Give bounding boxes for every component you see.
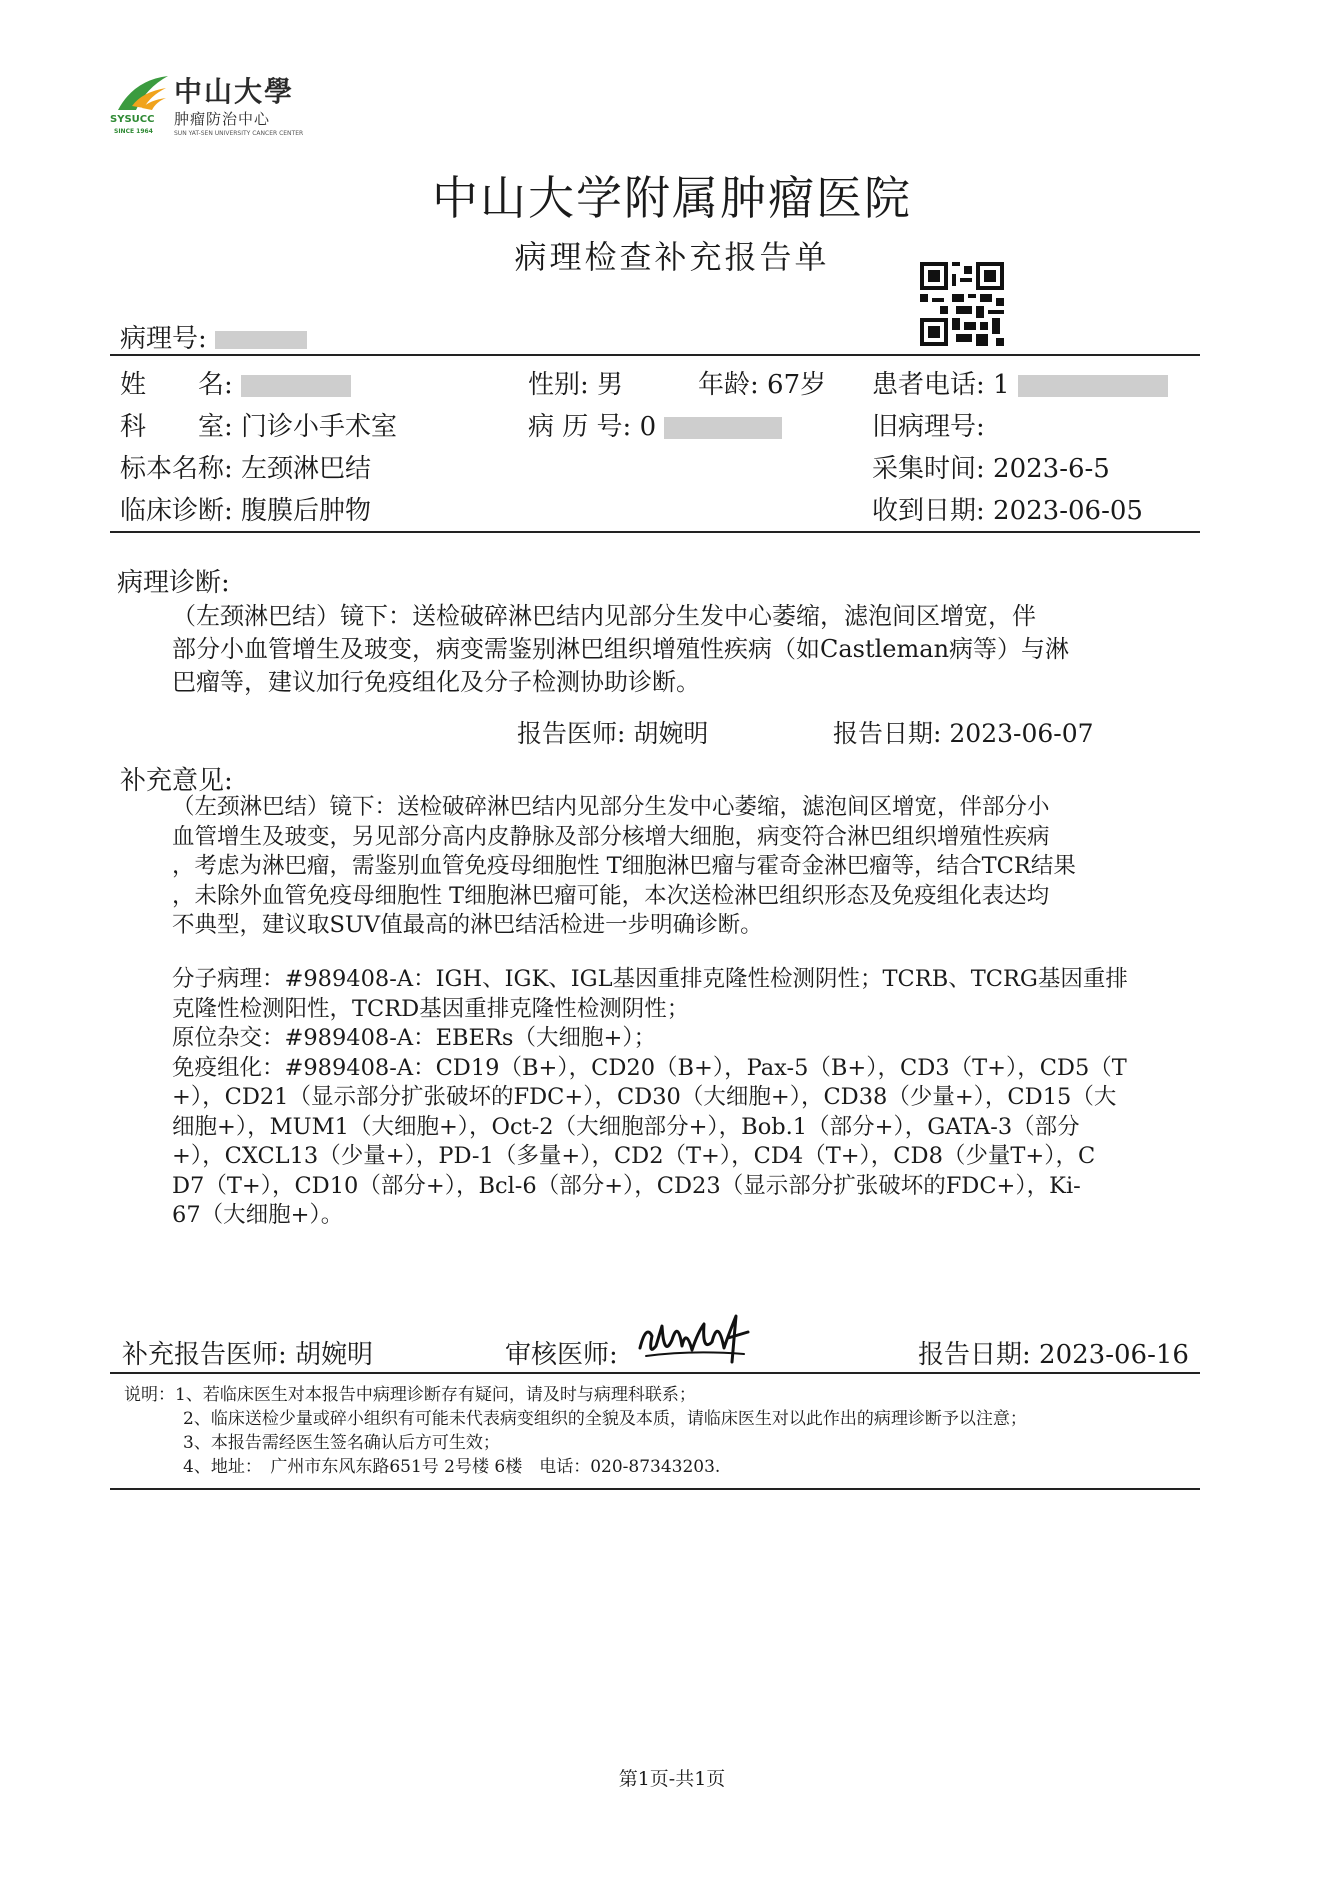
note-line: 4、地址： 广州市东风东路651号 2号楼 6楼 电话：020-87343203. xyxy=(183,1457,721,1477)
patient-phone xyxy=(872,364,1168,401)
detail-line: 克隆性检测阳性，TCRD基因重排克隆性检测阴性； xyxy=(172,995,690,1022)
dept-value: 门诊小手术室 xyxy=(241,412,398,442)
final-date-value: 2023-06-16 xyxy=(1039,1340,1189,1370)
diagnosis-text xyxy=(172,600,1069,699)
detail-line: D7（T+），CD10（部分+），Bcl-6（部分+），CD23（显示部分扩张破坏的FDC+），Ki- xyxy=(172,1172,1081,1199)
reviewer-label: 审核医师: xyxy=(505,1340,618,1370)
gender-label: 性别: xyxy=(528,370,589,400)
clinical-label: 临床诊断: xyxy=(120,496,233,526)
pathology-no-redacted xyxy=(215,331,307,349)
detail-line: 原位杂交：#989408-A：EBERs（大细胞+）； xyxy=(172,1025,657,1051)
patient-gender xyxy=(528,364,623,401)
patient-record xyxy=(528,406,782,443)
record-label: 病 历 号: xyxy=(528,412,632,442)
note-line: 3、本报告需经医生签名确认后方可生效； xyxy=(183,1433,500,1453)
notes-rule xyxy=(110,1488,1200,1490)
diagnosis-label: 病理诊断: xyxy=(117,568,230,598)
logo-abbr: SYSUCC xyxy=(110,114,155,125)
hospital-title: 中山大学附属肿瘤医院 xyxy=(432,171,912,225)
record-prefix: 0 xyxy=(639,412,657,442)
supplement-line: ，未除外血管免疫母细胞性 T细胞淋巴瘤可能，本次送检淋巴组织形态及免疫组化表达均 xyxy=(172,882,1050,909)
hospital-logo xyxy=(108,68,308,144)
info-rule xyxy=(110,531,1200,533)
dept-label: 科 室: xyxy=(120,412,233,442)
supplement-details xyxy=(172,965,1128,1231)
phone-redacted xyxy=(1018,375,1168,397)
patient-age xyxy=(698,364,826,401)
supplement-doctor-label: 补充报告医师: xyxy=(122,1340,287,1370)
specimen xyxy=(120,448,371,485)
final-date-label: 报告日期: xyxy=(918,1340,1031,1370)
logo-center: 肿瘤防治中心 xyxy=(174,110,271,128)
specimen-value: 左颈淋巴结 xyxy=(241,454,372,484)
note-line: 说明：1、若临床医生对本报告中病理诊断存有疑问，请及时与病理科联系； xyxy=(124,1385,696,1405)
supplement-label: 补充意见: xyxy=(120,766,233,796)
diagnosis-line: 巴瘤等，建议加行免疫组化及分子检测协助诊断。 xyxy=(172,668,700,696)
clinical-value: 腹膜后肿物 xyxy=(241,496,372,526)
diagnosis-line: （左颈淋巴结）镜下：送检破碎淋巴结内见部分生发中心萎缩，滤泡间区增宽，伴 xyxy=(172,602,1036,630)
note-line: 2、临床送检少量或碎小组织有可能未代表病变组织的全貌及本质，请临床医生对以此作出的病理诊断予以注意； xyxy=(183,1409,1027,1429)
header-rule xyxy=(110,354,1200,356)
gender-value: 男 xyxy=(597,370,624,400)
old-no-label: 旧病理号: xyxy=(872,412,985,442)
name-label: 姓 名: xyxy=(120,370,233,400)
logo-since: SINCE 1964 xyxy=(114,128,153,135)
age-label: 年龄: xyxy=(698,370,759,400)
diagnosis-line: 部分小血管增生及玻变，病变需鉴别淋巴组织增殖性疾病（如Castleman病等）与淋 xyxy=(172,635,1070,663)
received-label: 收到日期: xyxy=(872,496,985,526)
detail-line: 免疫组化：#989408-A：CD19（B+），CD20（B+），Pax-5（B+），CD3（T+），CD5（T xyxy=(172,1054,1127,1081)
reviewer-signature-icon xyxy=(632,1306,762,1372)
collect-value: 2023-6-5 xyxy=(993,454,1110,484)
collect-time xyxy=(872,448,1110,485)
received-value: 2023-06-05 xyxy=(993,496,1143,526)
detail-line: 细胞+），MUM1（大细胞+），Oct-2（大细胞部分+），Bob.1（部分+），GATA-3（部分 xyxy=(172,1113,1080,1140)
received-date xyxy=(872,490,1143,527)
name-redacted xyxy=(241,375,351,397)
diagnosis-date-label: 报告日期: xyxy=(833,719,942,748)
age-value: 67岁 xyxy=(767,370,827,400)
signoff-rule xyxy=(110,1372,1200,1374)
diagnosis-doctor-label: 报告医师: xyxy=(517,719,626,748)
page-number: 第1页-共1页 xyxy=(618,1768,726,1790)
phone-prefix: 1 xyxy=(993,370,1010,400)
patient-dept xyxy=(120,406,397,443)
clinical-diagnosis xyxy=(120,490,371,527)
logo-emblem-icon xyxy=(112,70,172,118)
pathology-no xyxy=(120,318,307,355)
final-report-date xyxy=(918,1334,1189,1371)
detail-line: 67（大细胞+）。 xyxy=(172,1202,344,1228)
detail-line: +），CXCL13（少量+），PD-1（多量+），CD2（T+），CD4（T+），CD8（少量T+），C xyxy=(172,1143,1096,1169)
detail-line: +），CD21（显示部分扩张破坏的FDC+），CD30（大细胞+），CD38（少量+），CD15（大 xyxy=(172,1084,1117,1110)
report-title: 病理检查补充报告单 xyxy=(514,238,830,276)
specimen-label: 标本名称: xyxy=(120,454,233,484)
supplement-line: （左颈淋巴结）镜下：送检破碎淋巴结内见部分生发中心萎缩，滤泡间区增宽，伴部分小 xyxy=(172,794,1050,820)
supplement-line: 血管增生及玻变，另见部分高内皮静脉及部分核增大细胞，病变符合淋巴组织增殖性疾病 xyxy=(172,823,1050,850)
collect-label: 采集时间: xyxy=(872,454,985,484)
reviewer xyxy=(505,1334,618,1371)
phone-label: 患者电话: xyxy=(872,370,985,400)
supplement-doctor-value: 胡婉明 xyxy=(295,1340,374,1370)
qr-code-icon xyxy=(920,262,1004,346)
old-pathology-no xyxy=(872,406,985,443)
supplement-text xyxy=(172,793,1076,941)
record-redacted xyxy=(664,417,782,439)
patient-name xyxy=(120,364,351,401)
logo-english: SUN YAT-SEN UNIVERSITY CANCER CENTER xyxy=(174,130,304,137)
supplement-doctor xyxy=(122,1334,373,1371)
detail-line: 分子病理：#989408-A：IGH、IGK、IGL基因重排克隆性检测阴性；TCRB、TCRG基因重排 xyxy=(172,966,1128,992)
diagnosis-date-value: 2023-06-07 xyxy=(949,719,1094,748)
pathology-no-label: 病理号: xyxy=(120,324,207,354)
diagnosis-date xyxy=(833,714,1094,750)
diagnosis-doctor xyxy=(517,714,708,750)
supplement-line: ，考虑为淋巴瘤，需鉴别血管免疫母细胞性 T细胞淋巴瘤与霍奇金淋巴瘤等，结合TCR结果 xyxy=(172,853,1076,879)
supplement-line: 不典型，建议取SUV值最高的淋巴结活检进一步明确诊断。 xyxy=(172,912,763,938)
logo-name: 中山大學 xyxy=(174,75,295,108)
diagnosis-doctor-value: 胡婉明 xyxy=(633,719,709,748)
